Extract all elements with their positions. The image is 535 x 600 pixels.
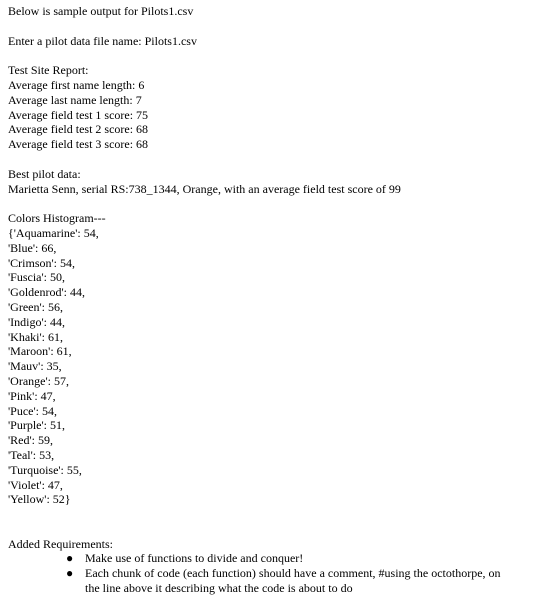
colors-histogram <box>8 211 528 507</box>
histogram-line: 'Goldenrod': 44, <box>8 285 85 300</box>
list-item <box>8 566 515 596</box>
bullet-icon: ● <box>66 566 74 581</box>
histogram-line: 'Turquoise': 55, <box>8 462 82 477</box>
bullet-icon: ● <box>66 551 74 566</box>
histogram-line: 'Yellow': 52} <box>8 492 71 507</box>
histogram-line: 'Fuscia': 50, <box>8 270 65 285</box>
histogram-line: 'Orange': 57, <box>8 373 69 388</box>
histogram-line: {'Aquamarine': 54, <box>8 225 99 240</box>
histogram-line: 'Red': 59, <box>8 433 53 448</box>
best-pilot-line: Marietta Senn, serial RS:738_1344, Orange, with an average field test score of 99 <box>8 181 401 196</box>
report-line: Average field test 1 score: 75 <box>8 107 149 122</box>
spacer <box>8 152 528 167</box>
spacer <box>8 507 528 537</box>
requirement-text: Each chunk of code (each function) should have a comment, #using the octothorpe, on the line above it describing what the code is about to do <box>85 566 501 596</box>
histogram-line: 'Indigo': 44, <box>8 314 65 329</box>
histogram-line: 'Blue': 66, <box>8 240 57 255</box>
report-line: Average first name length: 6 <box>8 77 145 92</box>
added-requirements <box>8 537 528 596</box>
intro-text: Below is sample output for Pilots1.csv <box>8 4 194 18</box>
report-line: Average field test 3 score: 68 <box>8 137 149 152</box>
histogram-line: 'Crimson': 54, <box>8 255 75 270</box>
requirements-list <box>8 551 528 595</box>
spacer <box>8 19 528 34</box>
histogram-line: 'Mauv': 35, <box>8 359 62 374</box>
document-body <box>8 4 528 596</box>
histogram-line: 'Puce': 54, <box>8 403 57 418</box>
best-pilot-title: Best pilot data: <box>8 166 81 181</box>
best-pilot-section <box>8 167 528 197</box>
requirements-title: Added Requirements: <box>8 536 113 551</box>
file-prompt: Enter a pilot data file name: Pilots1.csv <box>8 33 197 48</box>
histogram-line: 'Violet': 47, <box>8 477 63 492</box>
report-title: Test Site Report: <box>8 63 89 78</box>
report-line: Average field test 2 score: 68 <box>8 122 149 137</box>
histogram-title: Colors Histogram--- <box>8 211 106 226</box>
histogram-line: 'Teal': 53, <box>8 447 55 462</box>
histogram-line: 'Purple': 51, <box>8 418 65 433</box>
spacer <box>8 48 528 63</box>
spacer <box>8 196 528 211</box>
list-item <box>8 551 515 566</box>
histogram-line: 'Khaki': 61, <box>8 329 63 344</box>
requirement-text: Make use of functions to divide and conquer! <box>85 551 304 566</box>
histogram-line: 'Maroon': 61, <box>8 344 72 359</box>
report-line: Average last name length: 7 <box>8 92 142 107</box>
histogram-line: 'Pink': 47, <box>8 388 56 403</box>
histogram-line: 'Green': 56, <box>8 299 63 314</box>
test-site-report <box>8 63 528 152</box>
